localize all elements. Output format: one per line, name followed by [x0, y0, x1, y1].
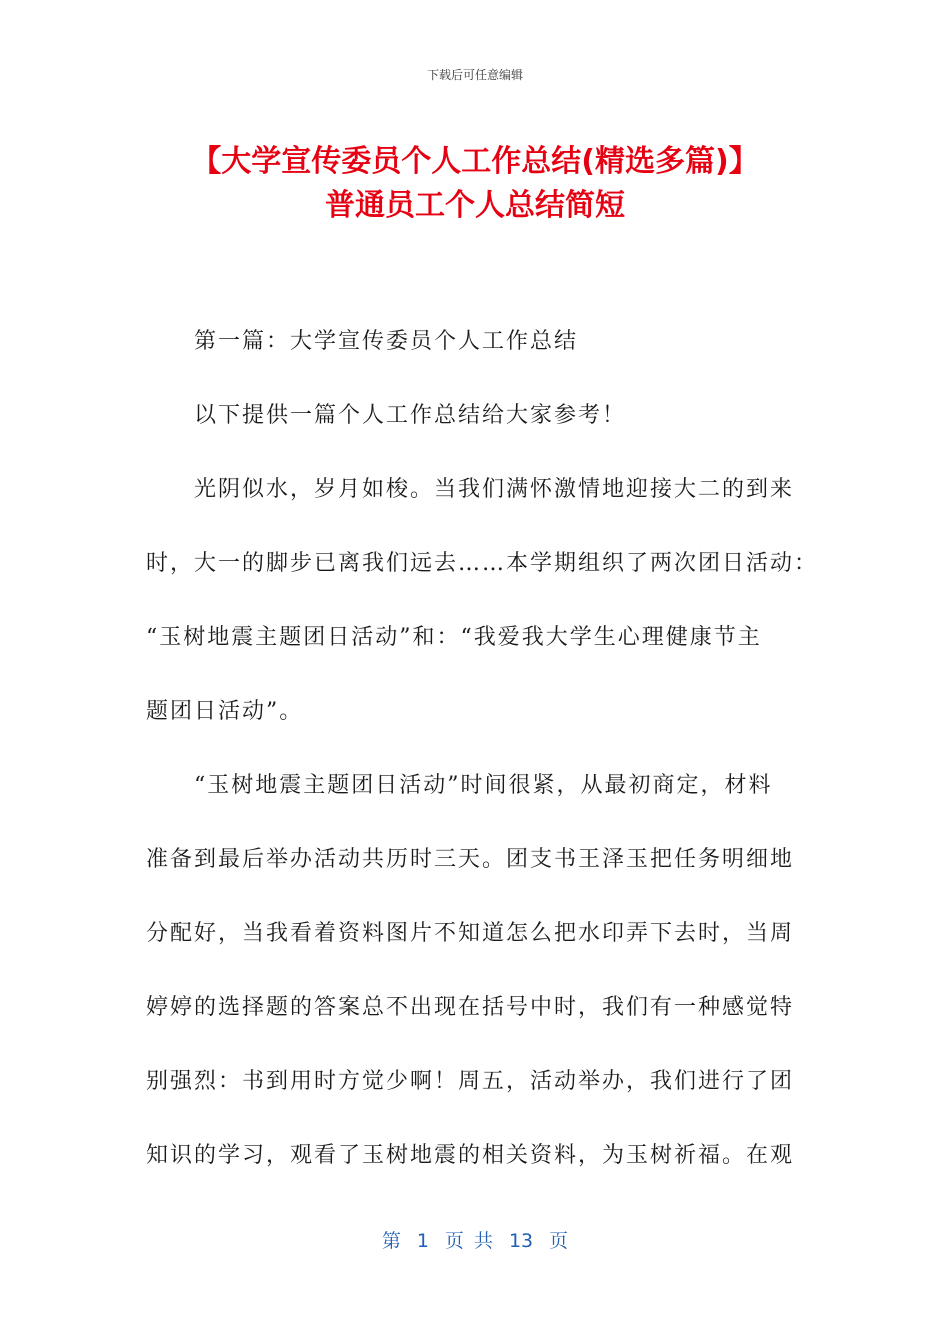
text-line: 时，大一的脚步已离我们远去……本学期组织了两次团日活动：: [146, 551, 819, 576]
page-footer: [0, 1226, 950, 1253]
text-line: 分配好，当我看着资料图片不知道怎么把水印弄下去时，当周: [146, 921, 795, 946]
text-line: 知识的学习，观看了玉树地震的相关资料，为玉树祈福。在观: [146, 1143, 795, 1168]
footer-middle: 页 共: [444, 1230, 493, 1252]
document-title: [60, 140, 890, 228]
title-line-1: 【大学宣传委员个人工作总结(精选多篇)】: [191, 144, 759, 179]
text-line: 光阴似水，岁月如梭。当我们满怀激情地迎接大二的到来: [194, 477, 795, 502]
footer-prefix: 第: [381, 1230, 401, 1252]
text-line: 准备到最后举办活动共历时三天。团支书王泽玉把任务明细地: [146, 847, 795, 872]
text-line: 以下提供一篇个人工作总结给大家参考！: [194, 403, 627, 428]
text-line: 第一篇：大学宣传委员个人工作总结: [194, 329, 579, 354]
footer-page-number: 1: [416, 1230, 429, 1252]
title-line-2: 普通员工个人总结简短: [325, 188, 625, 223]
text-line: 题团日活动”。: [146, 699, 304, 724]
text-line: 婷婷的选择题的答案总不出现在括号中时，我们有一种感觉特: [146, 995, 795, 1020]
footer-suffix: 页: [549, 1230, 569, 1252]
body-text: [146, 323, 819, 1211]
text-line: “玉树地震主题团日活动”和：“我爱我大学生心理健康节主: [146, 625, 762, 650]
text-line: 别强烈：书到用时方觉少啊！周五，活动举办，我们进行了团: [146, 1069, 795, 1094]
header-note: 下载后可任意编辑: [426, 68, 523, 82]
footer-total-pages: 13: [508, 1230, 534, 1252]
text-line: “玉树地震主题团日活动”时间很紧，从最初商定，材料: [194, 773, 773, 798]
